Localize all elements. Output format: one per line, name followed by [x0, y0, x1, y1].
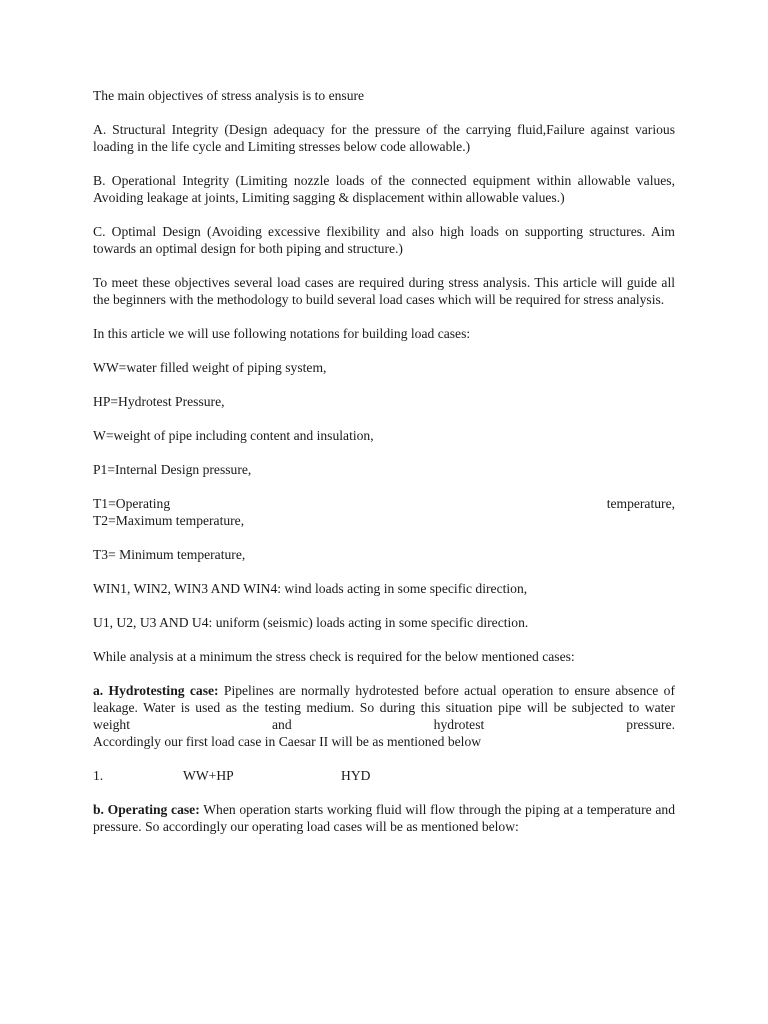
- operating-heading: b. Operating case:: [93, 802, 200, 817]
- hydrotest-followup: Accordingly our first load case in Caesar II will be as mentioned below: [93, 734, 482, 749]
- notation-temperatures: [93, 495, 675, 529]
- operating-paragraph: [93, 801, 675, 835]
- notation-u: U1, U2, U3 AND U4: uniform (seismic) loads acting in some specific direction.: [93, 615, 529, 630]
- notation-t1-line: [93, 495, 675, 512]
- intro-text: The main objectives of stress analysis is to ensure: [93, 88, 365, 103]
- notation-hp: HP=Hydrotest Pressure,: [93, 394, 225, 409]
- objective-operational: B. Operational Integrity (Limiting nozzle loads of the connected equipment within allowable values, Avoiding leakage at joints, Limiting sagging & displacement within allowable values.): [93, 173, 675, 205]
- operating-text: When operation starts working fluid will flow through the piping at a temperature and pressure. So accordingly our operating load cases will be as mentioned below:: [93, 802, 675, 834]
- purpose-paragraph: To meet these objectives several load cases are required during stress analysis. This article will guide all the beginners with the methodology to build several load cases which will be required for stress analysis.: [93, 275, 675, 307]
- notation-p1: P1=Internal Design pressure,: [93, 462, 252, 477]
- load-case-number: 1.: [93, 768, 104, 783]
- notation-t3: T3= Minimum temperature,: [93, 547, 246, 562]
- notation-t1-right: temperature,: [606, 496, 675, 511]
- hydrotest-paragraph: [93, 682, 675, 733]
- notation-t1-left: T1=Operating: [93, 496, 171, 511]
- load-case-expression: WW+HP: [183, 768, 234, 783]
- hydrotest-text: Pipelines are normally hydrotested before actual operation to ensure absence of leakage. Water is used as the testing medium. So during this situation pipe will be subjected to water weight and hydrotest pressure.: [93, 683, 675, 732]
- notation-t2: T2=Maximum temperature,: [93, 513, 245, 528]
- notation-intro: In this article we will use following notations for building load cases:: [93, 326, 471, 341]
- objective-optimal: C. Optimal Design (Avoiding excessive flexibility and also high loads on supporting structures. Aim towards an optimal design for both piping and structure.): [93, 224, 675, 256]
- load-case-row: [93, 767, 675, 784]
- objective-structural: A. Structural Integrity (Design adequacy for the pressure of the carrying fluid,Failure against various loading in the life cycle and Limiting stresses below code allowable.): [93, 122, 675, 154]
- notation-win: WIN1, WIN2, WIN3 AND WIN4: wind loads acting in some specific direction,: [93, 581, 528, 596]
- notation-w: W=weight of pipe including content and insulation,: [93, 428, 374, 443]
- hydrotest-section: [93, 682, 675, 750]
- notation-ww: WW=water filled weight of piping system,: [93, 360, 327, 375]
- load-case-type: HYD: [341, 768, 371, 783]
- document-page: [93, 87, 675, 852]
- hydrotest-heading: a. Hydrotesting case:: [93, 683, 219, 698]
- check-intro: While analysis at a minimum the stress check is required for the below mentioned cases:: [93, 649, 575, 664]
